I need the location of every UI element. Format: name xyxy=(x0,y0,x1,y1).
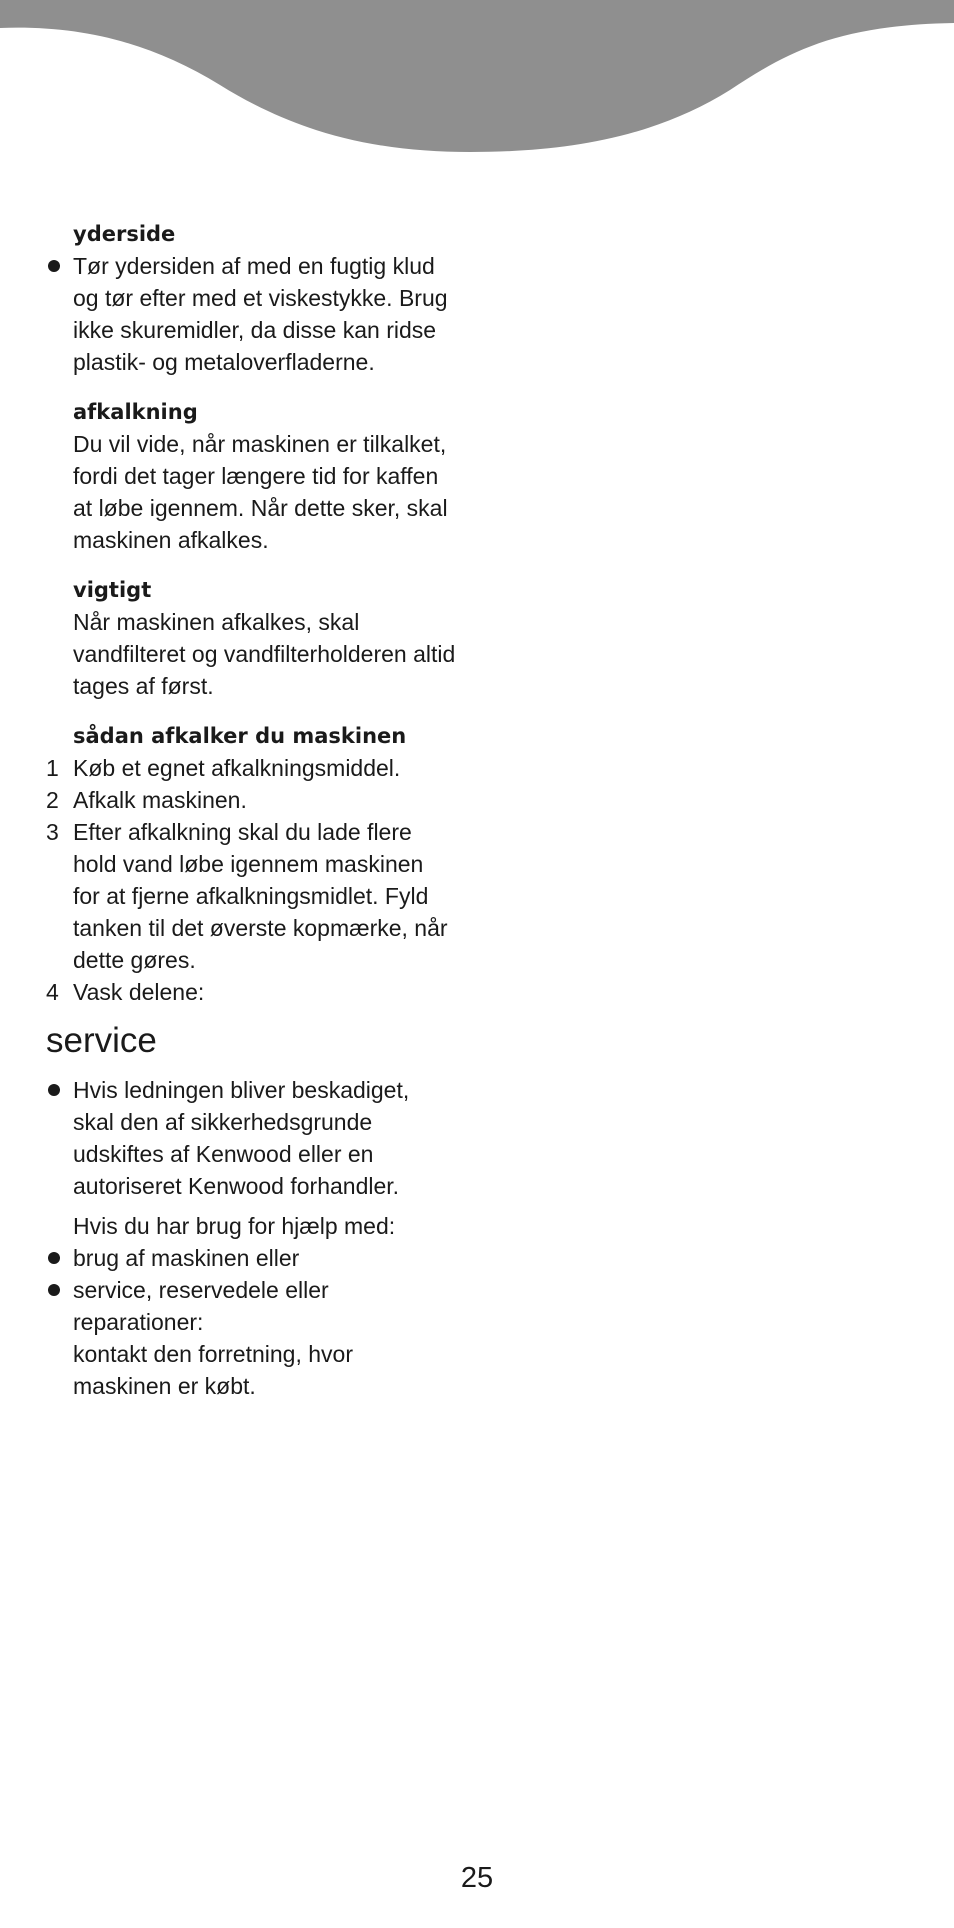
step-item: 2 Afkalk maskinen. xyxy=(46,784,486,816)
bullet-dot-icon xyxy=(48,1252,60,1264)
step-number: 3 xyxy=(46,819,59,845)
heading-yderside: yderside xyxy=(73,222,176,246)
heading-vigtigt: vigtigt xyxy=(73,578,152,602)
step-item: 1 Køb et egnet afkalkningsmiddel. xyxy=(46,752,486,784)
bullet-dot-icon xyxy=(48,1284,60,1296)
header-wave xyxy=(0,0,954,160)
step-number: 1 xyxy=(46,755,59,781)
manual-content xyxy=(46,218,486,1402)
heading-afkalkning: afkalkning xyxy=(73,400,198,424)
header-wave-shape xyxy=(0,0,954,152)
bullet-item: Tør ydersiden af med en fugtig klud og tør efter med et viskestykke. Brug ikke skuremidler, da disse kan ridse plastik- og metaloverfladerne. xyxy=(46,250,486,378)
step-item: 3 Efter afkalkning skal du lade flere hold vand løbe igennem maskinen for at fjerne afkalkningsmidlet. Fyld tanken til det øverste kopmærke, når dette gøres. xyxy=(46,816,486,976)
bullet-item: service, reservedele eller reparationer: xyxy=(46,1274,486,1338)
bullet-item: brug af maskinen eller xyxy=(46,1242,486,1274)
paragraph-afkalkning: Du vil vide, når maskinen er tilkalket, fordi det tager længere tid for kaffen at løbe igennem. Når dette sker, skal maskinen afkalkes. xyxy=(73,431,448,553)
section-title-service: service xyxy=(46,1021,157,1060)
bullet-item: Hvis ledningen bliver beskadiget, skal den af sikkerhedsgrunde udskiftes af Kenwood eller en autoriseret Kenwood forhandler. xyxy=(46,1074,486,1202)
help-intro: Hvis du har brug for hjælp med: xyxy=(73,1213,396,1239)
page-number: 25 xyxy=(460,1862,494,1894)
step-number: 2 xyxy=(46,787,59,813)
contact-text: kontakt den forretning, hvor maskinen er købt. xyxy=(73,1341,353,1399)
bullet-dot-icon xyxy=(48,1084,60,1096)
step-item: 4 Vask delene: xyxy=(46,976,486,1008)
bullet-dot-icon xyxy=(48,260,60,272)
heading-steps: sådan afkalker du maskinen xyxy=(73,724,407,748)
step-number: 4 xyxy=(46,979,59,1005)
paragraph-vigtigt: Når maskinen afkalkes, skal vandfilteret og vandfilterholderen altid tages af først. xyxy=(73,609,456,699)
